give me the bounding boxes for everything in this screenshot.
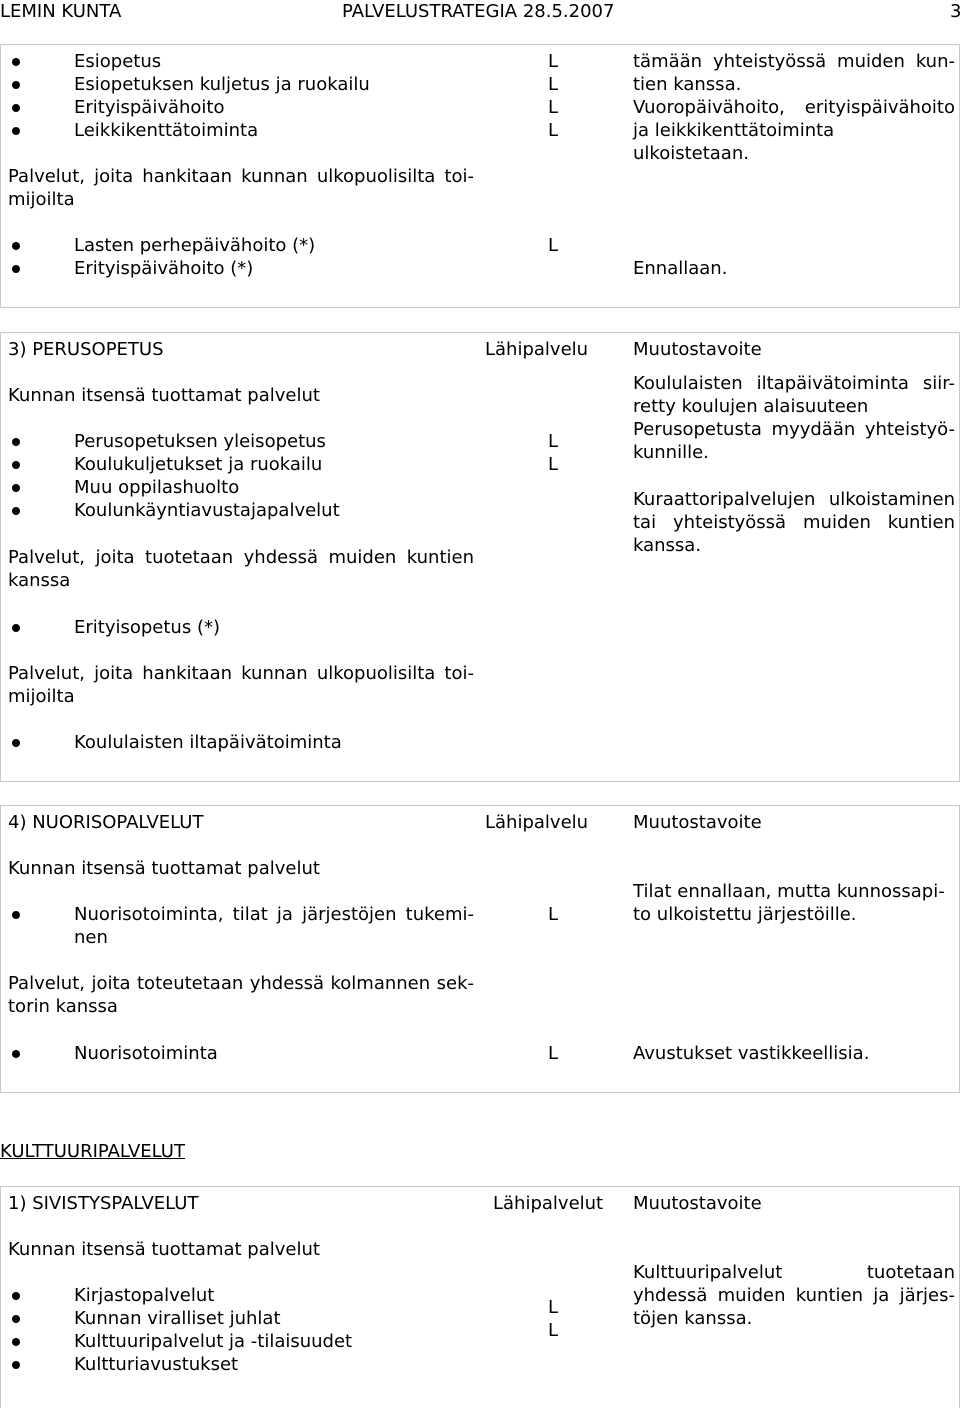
text-line: Palvelut, joita toteutetaan yhdessä kolmannen sek-	[8, 973, 474, 994]
own-level-column	[548, 430, 558, 476]
text-line: yhdessä muiden kuntien ja järjes-	[633, 1285, 955, 1306]
list-item: Kunnan viralliset juhlat	[8, 1307, 352, 1330]
level-value: L	[548, 51, 559, 72]
list-item: Perusopetuksen yleisopetus	[8, 430, 340, 453]
chapter-heading: KULTTUURIPALVELUT	[0, 1141, 185, 1162]
section-title: 3) PERUSOPETUS	[8, 339, 164, 360]
text-line: Vuoropäivähoito, erityispäivähoito	[633, 97, 955, 118]
own-service-list	[8, 903, 474, 949]
own-service-list	[8, 430, 340, 522]
list-item: Kirjastopalvelut	[8, 1284, 352, 1307]
level-value: L	[548, 120, 559, 141]
own-services-heading: Kunnan itsensä tuottamat palvelut	[8, 385, 320, 406]
text-line: Tilat ennallaan, mutta kunnossapi-	[633, 881, 945, 902]
column-header-level: Lähipalvelu	[485, 812, 589, 833]
third-sector-service-list	[8, 1042, 218, 1065]
header-municipality: LEMIN KUNTA	[0, 1, 122, 22]
continued-goal-note	[633, 50, 955, 165]
joint-service-list	[8, 616, 220, 639]
goal-note	[633, 1261, 955, 1330]
column-header-goal: Muutostavoite	[633, 1193, 762, 1214]
level-value: L	[548, 1320, 559, 1341]
list-item: Koulunkäyntiavustajapalvelut	[8, 499, 340, 522]
level-value: L	[548, 1043, 559, 1064]
text-line: Palvelut, joita hankitaan kunnan ulkopuolisilta toi-	[8, 663, 474, 684]
own-services-heading: Kunnan itsensä tuottamat palvelut	[8, 1239, 320, 1260]
text-line: to ulkoistettu järjestöille.	[633, 904, 857, 925]
column-header-level: Lähipalvelut	[493, 1193, 604, 1214]
level-value: L	[548, 97, 559, 118]
joint-services-heading	[8, 546, 474, 592]
column-header-goal: Muutostavoite	[633, 339, 762, 360]
list-item: Erityispäivähoito	[8, 96, 370, 119]
text-line: Nuorisotoiminta, tilat ja järjestöjen tukemi-	[74, 904, 474, 925]
section-title: 4) NUORISOPALVELUT	[8, 812, 204, 833]
goal-note-2	[633, 488, 955, 557]
level-value: L	[548, 74, 559, 95]
text-line: Perusopetusta myydään yhteistyö-	[633, 419, 955, 440]
text-line: torin kanssa	[8, 996, 118, 1017]
list-item: Nuorisotoiminta	[8, 1042, 218, 1065]
text-line: mijoilta	[8, 686, 75, 707]
text-line: nen	[74, 927, 108, 948]
list-item: Muu oppilashuolto	[8, 476, 340, 499]
text-line: kanssa.	[633, 535, 702, 556]
list-item: Koululaisten iltapäivätoiminta	[8, 731, 342, 754]
level-value: L	[548, 235, 559, 256]
page-number: 3	[950, 1, 961, 22]
text-line: ja leikkikenttätoiminta ulkoistetaan.	[633, 120, 835, 164]
list-item: Koulukuljetukset ja ruokailu	[8, 453, 340, 476]
header-document-title: PALVELUSTRATEGIA 28.5.2007	[342, 1, 615, 22]
section-title: 1) SIVISTYSPALVELUT	[8, 1193, 199, 1214]
continued-level-column	[548, 50, 558, 142]
column-header-goal: Muutostavoite	[633, 812, 762, 833]
continued-service-list	[8, 50, 370, 142]
own-level-column	[548, 1296, 558, 1342]
outsourced-goal-note: Ennallaan.	[633, 258, 728, 279]
text-line: mijoilta	[8, 189, 75, 210]
text-line: kanssa	[8, 570, 71, 591]
list-item: Esiopetuksen kuljetus ja ruokailu	[8, 73, 370, 96]
text-line: Koululaisten iltapäivätoiminta siir-	[633, 373, 955, 394]
outsourced-heading	[8, 662, 474, 708]
own-services-heading: Kunnan itsensä tuottamat palvelut	[8, 858, 320, 879]
third-sector-heading	[8, 972, 474, 1018]
column-header-level: Lähipalvelu	[485, 339, 589, 360]
list-item: Esiopetus	[8, 50, 370, 73]
level-value: L	[548, 454, 559, 475]
own-goal-note	[633, 880, 955, 926]
list-item: Lasten perhepäivähoito (*)	[8, 234, 315, 257]
list-item: Leikkikenttätoiminta	[8, 119, 370, 142]
text-line: töjen kanssa.	[633, 1308, 753, 1329]
outsourced-service-list	[8, 234, 315, 280]
text-line: Palvelut, joita tuotetaan yhdessä muiden kuntien	[8, 547, 474, 568]
text-line: Kulttuuripalvelut tuotetaan	[633, 1262, 955, 1283]
text-line: tai yhteistyössä muiden kuntien	[633, 512, 955, 533]
outsourced-heading	[8, 165, 474, 211]
text-line: tämään yhteistyössä muiden kun-	[633, 51, 955, 72]
goal-note-1	[633, 372, 955, 464]
third-sector-goal-note: Avustukset vastikkeellisia.	[633, 1043, 870, 1064]
list-item	[8, 903, 474, 949]
text-line: retty koulujen alaisuuteen	[633, 396, 869, 417]
list-item: Erityispäivähoito (*)	[8, 257, 315, 280]
own-service-list	[8, 1284, 352, 1376]
level-value: L	[548, 431, 559, 452]
text-line: Palvelut, joita hankitaan kunnan ulkopuolisilta toi-	[8, 166, 474, 187]
list-item: Kultturiavustukset	[8, 1353, 352, 1376]
level-value: L	[548, 904, 559, 925]
level-value: L	[548, 1297, 559, 1318]
list-item: Erityisopetus (*)	[8, 616, 220, 639]
outsourced-service-list	[8, 731, 342, 754]
text-line: tien kanssa.	[633, 74, 742, 95]
list-item: Kulttuuripalvelut ja -tilaisuudet	[8, 1330, 352, 1353]
text-line: kunnille.	[633, 442, 709, 463]
text-line: Kuraattoripalvelujen ulkoistaminen	[633, 489, 955, 510]
